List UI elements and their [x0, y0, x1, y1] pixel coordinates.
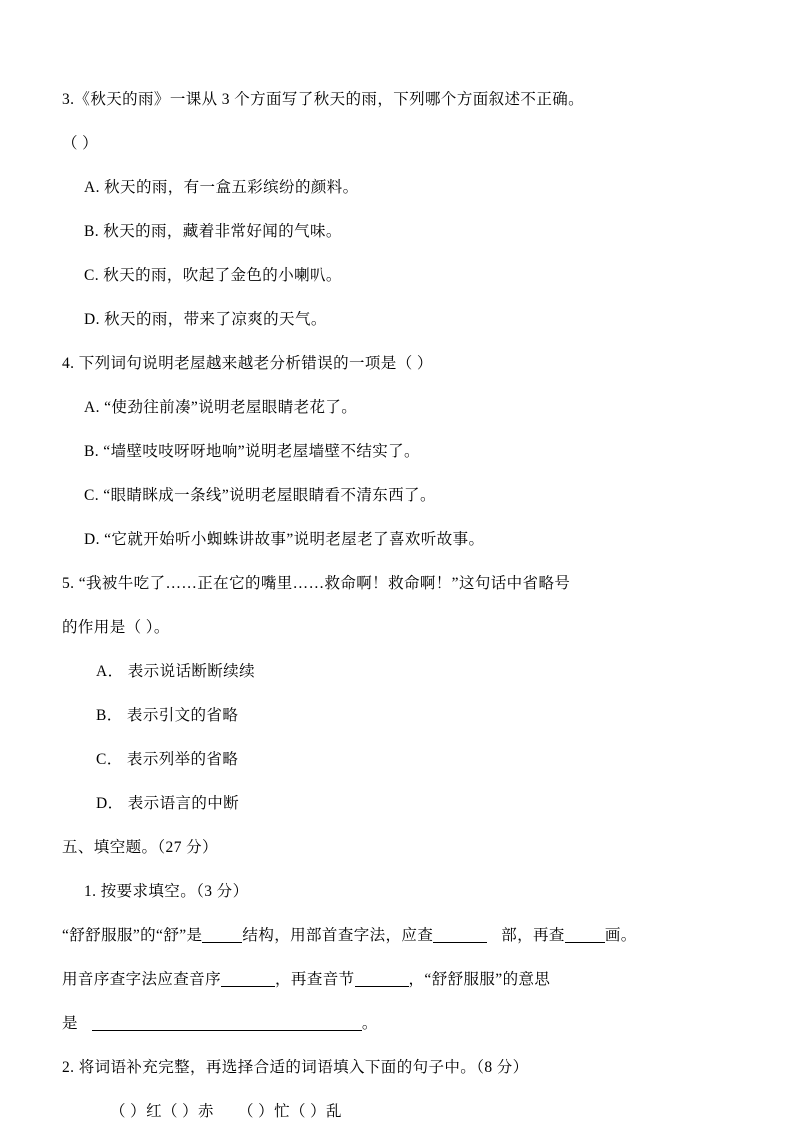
question-3-option-c: C. 秋天的雨，吹起了金色的小喇叭。	[84, 267, 342, 284]
question-5-stem-line-1: 5. “我被牛吃了……正在它的嘴里……救命啊！救命啊！”这句话中省略号	[62, 575, 571, 592]
question-5-option-b: B． 表示引文的省略	[96, 707, 239, 724]
question-3-option-d: D. 秋天的雨，带来了凉爽的天气。	[84, 311, 327, 328]
question-4-stem: 4. 下列词句说明老屋越来越老分析错误的一项是（ ）	[62, 355, 433, 372]
fill-item-1-line-2-text-b: ，再查音节	[275, 971, 355, 988]
fill-item-1-line-1-text-a: “舒舒服服”的“舒”是	[62, 927, 203, 944]
fill-item-1-line-2-text-a: 用音序查字法应查音序	[62, 971, 222, 988]
fill-item-1-line-2-text-c: ，“舒舒服服”的意思	[408, 971, 551, 988]
answer-blank-strokes[interactable]	[565, 942, 605, 943]
fill-item-1-line-3	[62, 1002, 731, 1046]
fill-item-1-line-1-text-d: 画。	[604, 927, 637, 944]
question-3-stem-line-1: 3.《秋天的雨》一课从 3 个方面写了秋天的雨，下列哪个方面叙述不正确。	[62, 91, 585, 108]
answer-blank-meaning[interactable]	[92, 1030, 362, 1031]
fill-item-2-title: 2. 将词语补充完整，再选择合适的词语填入下面的句子中。（8 分）	[62, 1059, 529, 1076]
fill-item-1-line-3-text-b: 。	[361, 1015, 378, 1032]
answer-blank-initial[interactable]	[221, 986, 275, 987]
answer-blank-syllable[interactable]	[355, 986, 409, 987]
question-4-option-c: C. “眼睛眯成一条线”说明老屋眼睛看不清东西了。	[84, 487, 436, 504]
question-4-option-d: D. “它就开始听小蜘蛛讲故事”说明老屋老了喜欢听故事。	[84, 531, 485, 548]
question-3-stem-line-2: （ ）	[62, 135, 99, 152]
answer-blank-radical[interactable]	[433, 942, 487, 943]
question-3-option-a: A. 秋天的雨，有一盒五彩缤纷的颜料。	[84, 179, 359, 196]
question-3-option-b: B. 秋天的雨，藏着非常好闻的气味。	[84, 223, 342, 240]
fill-item-1-line-3-text-a: 是	[62, 1015, 78, 1032]
question-4-option-b: B. “墙壁吱吱呀呀地响”说明老屋墙壁不结实了。	[84, 443, 420, 460]
section-five-heading: 五、填空题。（27 分）	[62, 839, 218, 856]
question-5-option-a: A． 表示说话断断续续	[96, 663, 255, 680]
question-5-option-d: D． 表示语言的中断	[96, 795, 240, 812]
fill-item-1-line-1	[62, 914, 731, 958]
fill-item-1-line-1-text-c: 部，再查	[501, 927, 565, 944]
fill-item-1-title: 1. 按要求填空。（3 分）	[84, 883, 249, 900]
answer-blank-structure[interactable]	[202, 942, 242, 943]
fill-item-2-row-1: （ ）红（ ）赤 （ ）忙（ ）乱	[110, 1103, 342, 1120]
question-5-stem-line-2: 的作用是（ ）。	[62, 619, 170, 636]
question-5-option-c: C． 表示列举的省略	[96, 751, 239, 768]
fill-item-1-line-1-text-b: 结构，用部首查字法，应查	[242, 927, 434, 944]
question-4-option-a: A. “使劲往前凑”说明老屋眼睛老花了。	[84, 399, 358, 416]
fill-item-1-line-2	[62, 958, 731, 1002]
